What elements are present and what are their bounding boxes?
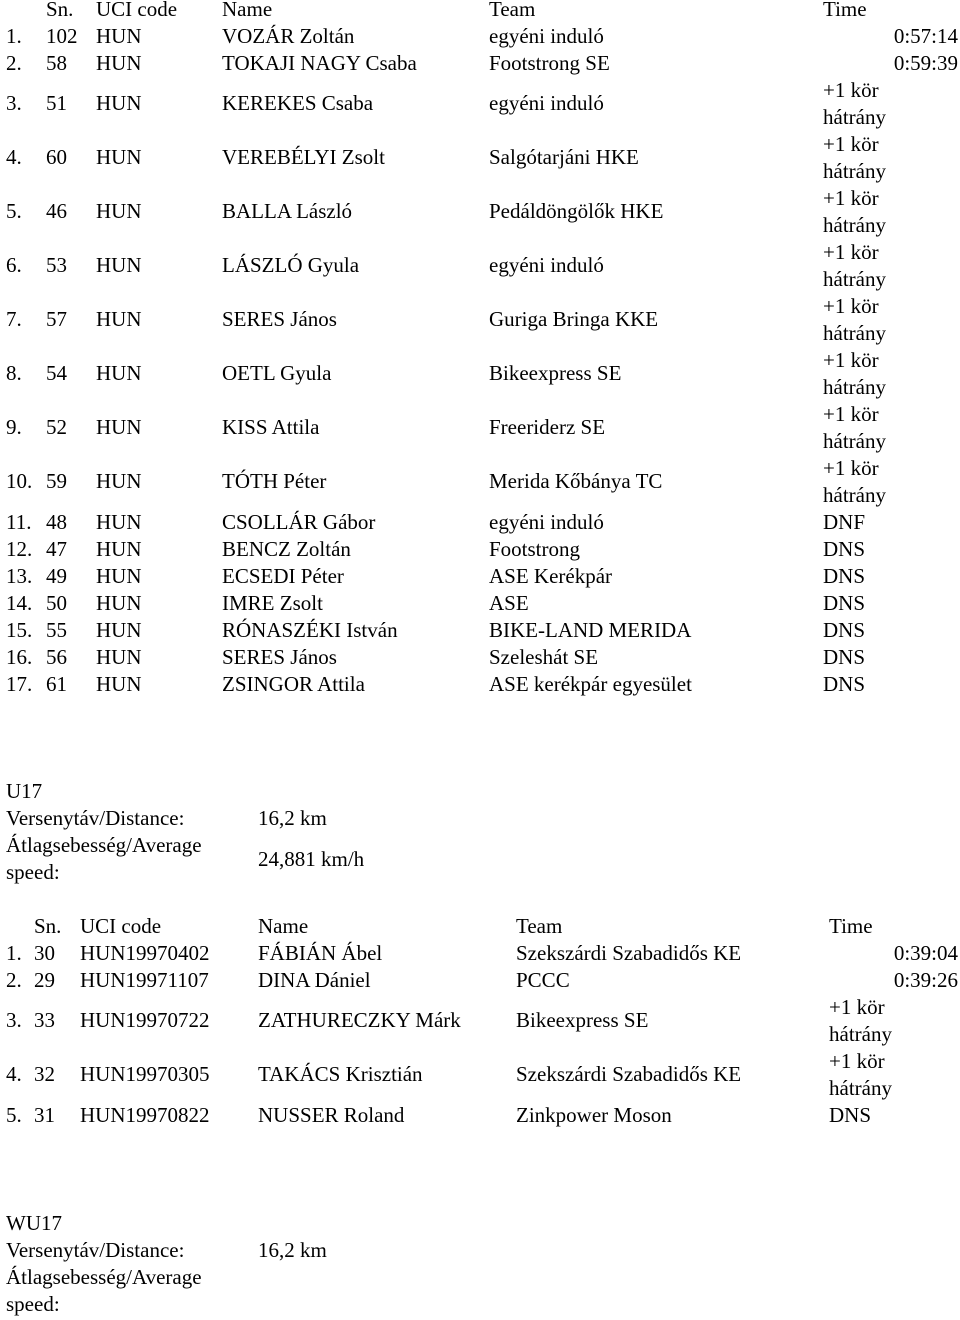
- header-name: Name: [222, 0, 273, 21]
- header-name: Name: [258, 914, 309, 938]
- lap-behind-suffix: hátrány: [829, 1022, 892, 1046]
- team-name: Guriga Bringa KKE: [489, 307, 659, 331]
- bib-number: 49: [46, 564, 67, 588]
- bib-number: 52: [46, 415, 67, 439]
- uci-code: HUN19970822: [80, 1103, 210, 1127]
- lap-behind: +1 kör: [823, 348, 879, 372]
- speed-label: Átlagsebesség/Average: [6, 833, 202, 857]
- lap-behind-suffix: hátrány: [823, 159, 886, 183]
- uci-code: HUN19970722: [80, 1008, 210, 1032]
- team-name: egyéni induló: [489, 91, 604, 115]
- rider-name: ZSINGOR Attila: [222, 672, 365, 696]
- header-time: Time: [829, 914, 873, 938]
- status-badge: DNS: [823, 645, 866, 669]
- rider-name: KEREKES Csaba: [222, 91, 374, 115]
- rank: 2.: [6, 968, 22, 992]
- rider-name: TAKÁCS Krisztián: [258, 1062, 423, 1086]
- bib-number: 31: [34, 1103, 55, 1127]
- bib-number: 29: [34, 968, 55, 992]
- team-name: Zinkpower Moson: [516, 1103, 672, 1127]
- team-name: Bikeexpress SE: [516, 1008, 649, 1032]
- uci-code: HUN: [96, 591, 142, 615]
- speed-value: 24,881 km/h: [258, 847, 365, 871]
- team-name: ASE: [489, 591, 529, 615]
- rank: 13.: [6, 564, 33, 588]
- uci-code: HUN: [96, 145, 142, 169]
- rider-name: BENCZ Zoltán: [222, 537, 351, 561]
- rank: 6.: [6, 253, 22, 277]
- bib-number: 59: [46, 469, 67, 493]
- rider-name: TOKAJI NAGY Csaba: [222, 51, 417, 75]
- header-sn: Sn.: [34, 914, 62, 938]
- finish-time: 0:39:26: [893, 968, 958, 992]
- team-name: Merida Kőbánya TC: [489, 469, 663, 493]
- rank: 4.: [6, 1062, 22, 1086]
- rider-name: OETL Gyula: [222, 361, 332, 385]
- uci-code: HUN: [96, 672, 142, 696]
- rider-name: VOZÁR Zoltán: [222, 24, 355, 48]
- team-name: Szeleshát SE: [489, 645, 599, 669]
- rank: 15.: [6, 618, 33, 642]
- bib-number: 55: [46, 618, 67, 642]
- header-uci: UCI code: [80, 914, 162, 938]
- team-name: Freeriderz SE: [489, 415, 606, 439]
- rank: 2.: [6, 51, 22, 75]
- status-badge: DNS: [823, 591, 866, 615]
- team-name: Szekszárdi Szabadidős KE: [516, 1062, 742, 1086]
- team-name: Szekszárdi Szabadidős KE: [516, 941, 742, 965]
- rank: 17.: [6, 672, 33, 696]
- rider-name: ECSEDI Péter: [222, 564, 344, 588]
- speed-label: Átlagsebesség/Average: [6, 1265, 202, 1289]
- header-sn: Sn.: [46, 0, 74, 21]
- bib-number: 56: [46, 645, 67, 669]
- lap-behind: +1 kör: [823, 186, 879, 210]
- bib-number: 32: [34, 1062, 55, 1086]
- distance-label: Versenytáv/Distance:: [6, 806, 185, 830]
- rider-name: ZATHURECZKY Márk: [258, 1008, 461, 1032]
- lap-behind: +1 kör: [823, 402, 879, 426]
- rank: 4.: [6, 145, 22, 169]
- uci-code: HUN: [96, 307, 142, 331]
- team-name: Footstrong SE: [489, 51, 610, 75]
- lap-behind-suffix: hátrány: [823, 321, 886, 345]
- speed-label-suffix: speed:: [6, 1292, 60, 1316]
- uci-code: HUN: [96, 415, 142, 439]
- lap-behind: +1 kör: [829, 995, 885, 1019]
- bib-number: 51: [46, 91, 67, 115]
- rider-name: NUSSER Roland: [258, 1103, 405, 1127]
- team-name: egyéni induló: [489, 24, 604, 48]
- rank: 1.: [6, 941, 22, 965]
- rank: 5.: [6, 199, 22, 223]
- team-name: ASE kerékpár egyesület: [489, 672, 692, 696]
- team-name: Salgótarjáni HKE: [489, 145, 639, 169]
- rider-name: TÓTH Péter: [222, 469, 327, 493]
- uci-code: HUN: [96, 199, 142, 223]
- lap-behind-suffix: hátrány: [823, 213, 886, 237]
- status-badge: DNS: [823, 618, 866, 642]
- header-team: Team: [489, 0, 536, 21]
- rank: 11.: [6, 510, 32, 534]
- uci-code: HUN: [96, 618, 142, 642]
- lap-behind: +1 kör: [823, 78, 879, 102]
- bib-number: 57: [46, 307, 67, 331]
- rank: 7.: [6, 307, 22, 331]
- rider-name: SERES János: [222, 307, 337, 331]
- lap-behind: +1 kör: [823, 132, 879, 156]
- uci-code: HUN: [96, 24, 142, 48]
- rank: 14.: [6, 591, 33, 615]
- lap-behind-suffix: hátrány: [823, 105, 886, 129]
- speed-label-suffix: speed:: [6, 860, 60, 884]
- category-title: U17: [6, 779, 43, 803]
- status-badge: DNS: [823, 672, 866, 696]
- lap-behind: +1 kör: [823, 294, 879, 318]
- lap-behind-suffix: hátrány: [829, 1076, 892, 1100]
- rank: 9.: [6, 415, 22, 439]
- distance-value: 16,2 km: [258, 1238, 327, 1262]
- uci-code: HUN: [96, 361, 142, 385]
- uci-code: HUN19970402: [80, 941, 210, 965]
- status-badge: DNS: [823, 564, 866, 588]
- header-uci: UCI code: [96, 0, 178, 21]
- uci-code: HUN: [96, 510, 142, 534]
- finish-time: 0:59:39: [893, 51, 958, 75]
- header-team: Team: [516, 914, 563, 938]
- bib-number: 53: [46, 253, 67, 277]
- bib-number: 33: [34, 1008, 55, 1032]
- team-name: egyéni induló: [489, 510, 604, 534]
- bib-number: 102: [46, 24, 78, 48]
- uci-code: HUN: [96, 253, 142, 277]
- team-name: egyéni induló: [489, 253, 604, 277]
- uci-code: HUN: [96, 51, 142, 75]
- uci-code: HUN19970305: [80, 1062, 210, 1086]
- rider-name: LÁSZLÓ Gyula: [222, 253, 360, 277]
- bib-number: 30: [34, 941, 55, 965]
- bib-number: 61: [46, 672, 67, 696]
- finish-time: 0:57:14: [893, 24, 958, 48]
- lap-behind-suffix: hátrány: [823, 375, 886, 399]
- rank: 10.: [6, 469, 33, 493]
- rider-name: BALLA László: [222, 199, 353, 223]
- lap-behind-suffix: hátrány: [823, 267, 886, 291]
- uci-code: HUN: [96, 645, 142, 669]
- bib-number: 50: [46, 591, 67, 615]
- bib-number: 58: [46, 51, 67, 75]
- rank: 5.: [6, 1103, 22, 1127]
- bib-number: 47: [46, 537, 67, 561]
- team-name: Footstrong: [489, 537, 581, 561]
- uci-code: HUN: [96, 564, 142, 588]
- team-name: Bikeexpress SE: [489, 361, 622, 385]
- rider-name: VEREBÉLYI Zsolt: [222, 145, 385, 169]
- bib-number: 46: [46, 199, 67, 223]
- bib-number: 54: [46, 361, 67, 385]
- rank: 16.: [6, 645, 33, 669]
- rider-name: CSOLLÁR Gábor: [222, 510, 376, 534]
- rider-name: IMRE Zsolt: [222, 591, 323, 615]
- distance-label: Versenytáv/Distance:: [6, 1238, 185, 1262]
- rank: 3.: [6, 1008, 22, 1032]
- rider-name: DINA Dániel: [258, 968, 371, 992]
- uci-code: HUN19971107: [80, 968, 209, 992]
- status-badge: DNS: [829, 1103, 872, 1127]
- rider-name: SERES János: [222, 645, 337, 669]
- rank: 1.: [6, 24, 22, 48]
- team-name: PCCC: [516, 968, 570, 992]
- rank: 12.: [6, 537, 33, 561]
- lap-behind: +1 kör: [829, 1049, 885, 1073]
- rider-name: FÁBIÁN Ábel: [258, 941, 383, 965]
- status-badge: DNS: [823, 537, 866, 561]
- team-name: ASE Kerékpár: [489, 564, 613, 588]
- lap-behind-suffix: hátrány: [823, 429, 886, 453]
- distance-value: 16,2 km: [258, 806, 327, 830]
- rank: 8.: [6, 361, 22, 385]
- lap-behind: +1 kör: [823, 456, 879, 480]
- rider-name: KISS Attila: [222, 415, 320, 439]
- status-badge: DNF: [823, 510, 866, 534]
- lap-behind: +1 kör: [823, 240, 879, 264]
- team-name: BIKE-LAND MERIDA: [489, 618, 692, 642]
- uci-code: HUN: [96, 469, 142, 493]
- team-name: Pedáldöngölők HKE: [489, 199, 664, 223]
- bib-number: 60: [46, 145, 67, 169]
- category-title: WU17: [6, 1211, 62, 1235]
- uci-code: HUN: [96, 91, 142, 115]
- lap-behind-suffix: hátrány: [823, 483, 886, 507]
- finish-time: 0:39:04: [893, 941, 958, 965]
- rider-name: RÓNASZÉKI István: [222, 618, 398, 642]
- header-time: Time: [823, 0, 867, 21]
- bib-number: 48: [46, 510, 67, 534]
- uci-code: HUN: [96, 537, 142, 561]
- rank: 3.: [6, 91, 22, 115]
